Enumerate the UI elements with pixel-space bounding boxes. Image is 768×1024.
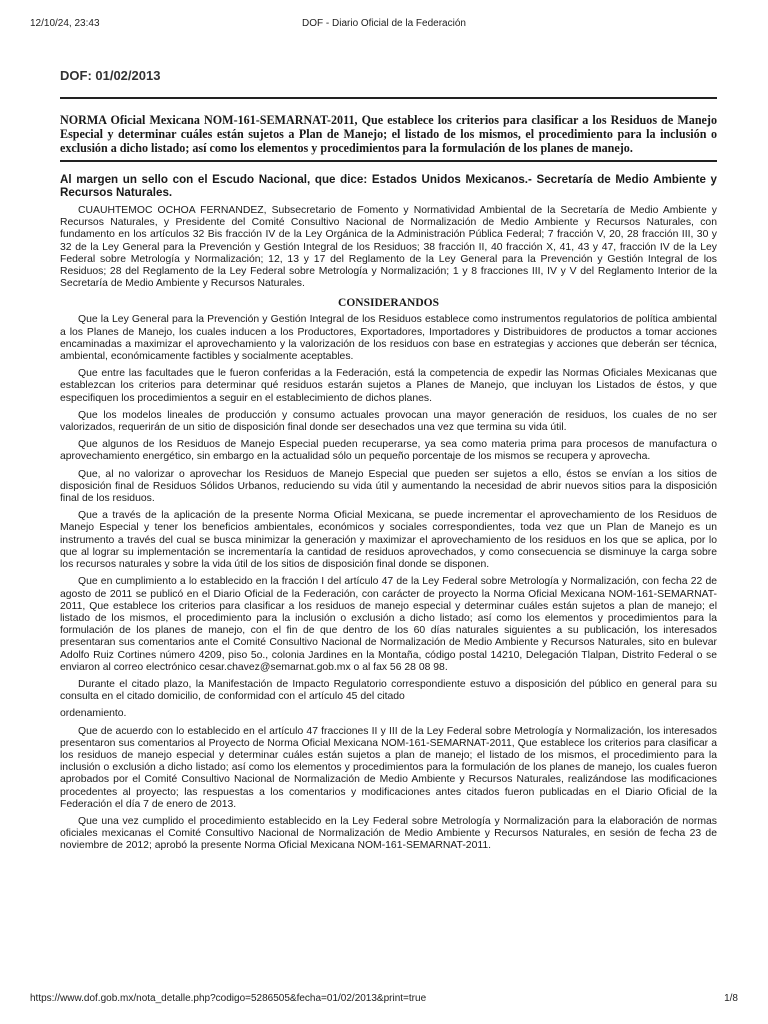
considerando-paragraph: Que entre las facultades que le fueron conferidas a la Federación, está la competencia de expedir las Normas Oficiales Mexicanas que establezcan los criterios para determinar qué residuos estarán sujetos a Planes de Manejo, que incluyan los Listados de éstos, y que especifiquen los procedimientos a seguir en el establecimiento de dichos planes. [60, 368, 717, 404]
intro-paragraph: CUAUHTEMOC OCHOA FERNANDEZ, Subsecretario de Fomento y Normatividad Ambiental de la Secretaría de Medio Ambiente y Recursos Naturales, y Presidente del Comité Consultivo Nacional de Normalización de Medio Ambiente y Recursos Naturales, con fundamento en los artículos 32 Bis fracción IV de la Ley Orgánica de la Administración Pública Federal; 7 fracción V, 20, 28 fracción III, 30 y 32 de la Ley General para la Prevención y Gestión Integral de los Residuos; 38 fracción II, 40 fracción X, 41, 43 y 47, fracción IV de la Ley Federal sobre Metrología y Normalización; 12, 13 y 17 del Reglamento de la Ley General para la Prevención y Gestión Integral de los Residuos; 28 del Reglamento de la Ley Federal sobre Metrología y Normalización; 1 y 8 fracciones III, IV y V del Reglamento Interior de la Secretaría de Medio Ambiente y Recursos Naturales. [60, 205, 717, 290]
print-footer [30, 993, 738, 1007]
document-body [60, 64, 717, 853]
seal-statement: Al margen un sello con el Escudo Nacional, que dice: Estados Unidos Mexicanos.- Secretaría de Medio Ambiente y Recursos Naturales. [60, 172, 717, 200]
print-page-title: DOF - Diario Oficial de la Federación [302, 18, 466, 29]
considerando-paragraph: Que la Ley General para la Prevención y Gestión Integral de los Residuos establece como instrumentos regulatorios de política ambiental a los Planes de Manejo, los cuales inducen a los Productores, Exportadores, Importadores y Distribuidores de productos a tomar acciones encaminadas a maximizar el aprovechamiento y la valorización de los residuos con base en estrategias y acciones que deberán ser técnica, ambiental, económicamente factibles y socialmente aceptables. [60, 314, 717, 363]
considerando-paragraph: Que a través de la aplicación de la presente Norma Oficial Mexicana, se puede incrementar el aprovechamiento de los Residuos de Manejo Especial y tener los beneficios ambientales, económicos y sociales correspondientes, toda vez que un Plan de Manejo es un instrumento a través del cual se busca minimizar la generación y maximizar el aprovechamiento de los residuos en los que se aplica, por lo que al lograr su implementación se incrementaría la cantidad de residuos aprovechados, y como consecuencia se disminuye la carga sobre los recursos naturales y sobre la vida útil de los sitios de disposición final donde se disponen. [60, 510, 717, 571]
considerando-paragraph: Que, al no valorizar o aprovechar los Residuos de Manejo Especial que pueden ser sujetos a ello, éstos se envían a los sitios de disposición final de Residuos Sólidos Urbanos, reduciendo su vida útil y aumentando la necesidad de abrir nuevos sitios para la disposición final de los residuos. [60, 468, 717, 505]
considerando-paragraph: Durante el citado plazo, la Manifestación de Impacto Regulatorio correspondiente estuvo a disposición del público en general para su consulta en el citado domicilio, de conformidad con el artículo 45 del citado [60, 678, 717, 703]
considerando-paragraph: Que una vez cumplido el procedimiento establecido en la Ley Federal sobre Metrología y Normalización para la elaboración de normas oficiales mexicanas el Comité Consultivo Nacional de Normalización de Medio Ambiente y Recursos Naturales, en sesión de fecha 23 de noviembre de 2012; aprobó la presente Norma Oficial Mexicana NOM-161-SEMARNAT-2011. [60, 815, 717, 852]
dof-publication-date: DOF: 01/02/2013 [60, 68, 161, 83]
print-datetime: 12/10/24, 23:43 [30, 18, 100, 29]
norma-title: NORMA Oficial Mexicana NOM-161-SEMARNAT-2011, Que establece los criterios para clasificar a los Residuos de Manejo Especial y determinar cuáles están sujetos a Plan de Manejo; el listado de los mismos, el procedimiento para la inclusión o exclusión a dicho listado; así como los elementos y procedimientos para la formulación de los planes de manejo. [60, 113, 717, 162]
considerando-paragraph: Que algunos de los Residuos de Manejo Especial pueden recuperarse, ya sea como materia prima para procesos de manufactura o aprovechamiento energético, sin embargo en la actualidad sólo un pequeño porcentaje de los mismos se recupera y aprovecha. [60, 439, 717, 463]
page-number: 1/8 [724, 993, 738, 1004]
continuation-text: ordenamiento. [60, 708, 127, 720]
print-header [30, 18, 738, 32]
considerando-paragraph: Que de acuerdo con lo establecido en el artículo 47 fracciones II y III de la Ley Federal sobre Metrología y Normalización, los interesados presentaron sus comentarios al Proyecto de Norma Oficial Mexicana NOM-161-SEMARNAT-2011, Que establece los criterios para clasificar a los residuos de manejo especial y determinar cuáles están sujetos a plan de manejo; el listado de los mismos, el procedimiento para la inclusión o exclusión a dicho listado; así como los elementos y procedimientos para la formulación de los planes de manejo, los cuales fueron aprobados por el Comité Consultivo Nacional de Normalización de Medio Ambiente y Recursos Naturales, realizándose las modificaciones procedentes al proyecto; las respuestas a los comentarios y modificaciones antes citados fueron publicadas en el Diario Oficial de la Federación el día 7 de enero de 2013. [60, 725, 717, 810]
header-divider [60, 97, 717, 99]
considerando-paragraph: Que los modelos lineales de producción y consumo actuales provocan una mayor generación de residuos, los cuales de no ser valorizados, requerirán de un sitio de disposición final donde ser desechados una vez que termina su vida útil. [60, 409, 717, 434]
considerandos-heading: CONSIDERANDOS [338, 297, 439, 310]
considerando-paragraph: Que en cumplimiento a lo establecido en la fracción I del artículo 47 de la Ley Federal sobre Metrología y Normalización, con fecha 22 de agosto de 2011 se publicó en el Diario Oficial de la Federación, con carácter de proyecto la Norma Oficial Mexicana NOM-161-SEMARNAT-2011, Que establece los criterios para clasificar a los residuos de manejo especial y determinar cuáles están sujetos a plan de manejo; el listado de los mismos, el procedimiento para la inclusión o exclusión a dicho listado; así como los elementos y procedimientos para la formulación de los planes de manejo, con el fin de que dentro de los 60 días naturales siguientes a su publicación, los interesados presentaran sus comentarios ante el Comité Consultivo Nacional de Normalización de Medio Ambiente y Recursos Naturales, sito en bulevar Adolfo Ruiz Cortines número 4209, piso 5o., colonia Jardines en la Montaña, código postal 14210, Delegación Tlalpan, Distrito Federal o se enviaron al correo electrónico cesar.chavez@semarnat.gob.mx o al fax 56 28 08 98. [60, 576, 717, 673]
print-url: https://www.dof.gob.mx/nota_detalle.php?codigo=5286505&fecha=01/02/2013&print=true [30, 993, 427, 1004]
